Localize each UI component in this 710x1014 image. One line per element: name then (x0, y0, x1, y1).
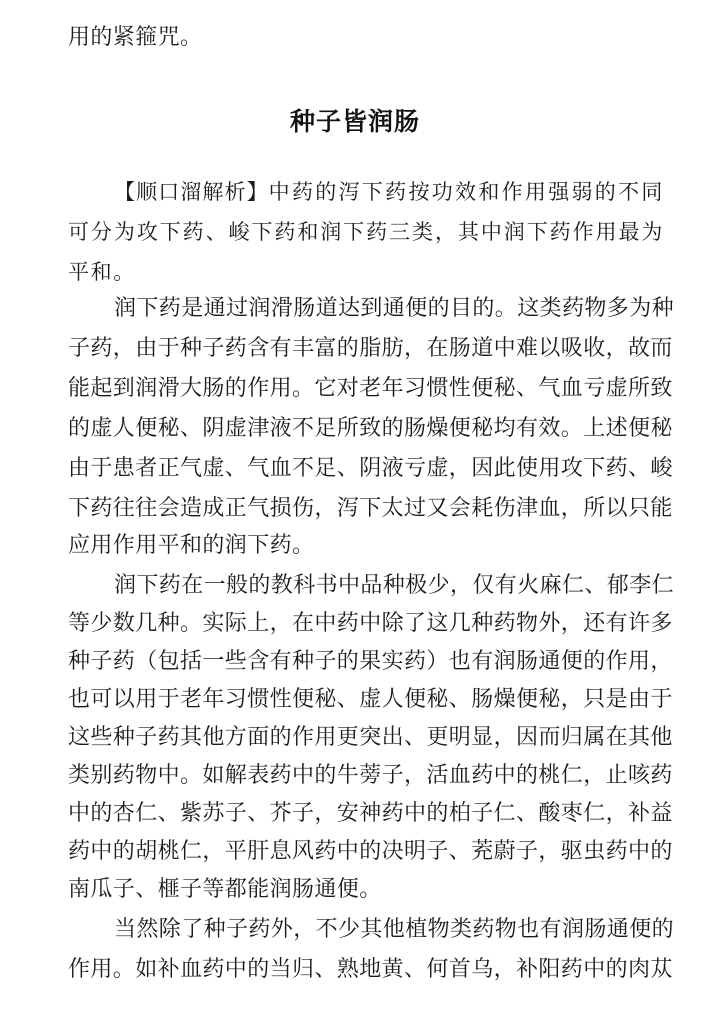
paragraph-line: 润下药是通过润滑肠道达到通便的目的。这类药物多为种 (114, 296, 675, 321)
paragraph-line: 由于患者正气虚、气血不足、阴液亏虚，因此使用攻下药、峻 (68, 456, 673, 481)
explanation-tag: 【顺口溜解析】 (114, 180, 269, 204)
paragraph-line: 类别药物中。如解表药中的牛蒡子，活血药中的桃仁，止咳药 (68, 763, 673, 788)
paragraph-line: 也可以用于老年习惯性便秘、虚人便秘、肠燥便秘，只是由于 (68, 687, 673, 712)
paragraph-line: 的虚人便秘、阴虚津液不足所致的肠燥便秘均有效。上述便秘 (68, 416, 673, 441)
intro-line (114, 172, 664, 212)
paragraph-line: 子药，由于种子药含有丰富的脂肪，在肠道中难以吸收，故而 (68, 336, 673, 361)
section-title: 种子皆润肠 (289, 107, 420, 136)
paragraph-line: 等少数几种。实际上，在中药中除了这几种药物外，还有许多 (68, 611, 673, 636)
paragraph-line: 润下药在一般的教科书中品种极少，仅有火麻仁、郁李仁 (114, 573, 675, 598)
paragraph-line: 种子药（包括一些含有种子的果实药）也有润肠通便的作用， (68, 649, 673, 674)
paragraph-line: 这些种子药其他方面的作用更突出、更明显，因而归属在其他 (68, 725, 673, 750)
paragraph-line: 能起到润滑大肠的作用。它对老年习惯性便秘、气血亏虚所致 (68, 376, 673, 401)
intro-line: 可分为攻下药、峻下药和润下药三类，其中润下药作用最为 (68, 220, 664, 244)
paragraph-line: 药中的胡桃仁，平肝息风药中的决明子、茺蔚子，驱虫药中的 (68, 839, 673, 864)
paragraph-line: 作用。如补血药中的当归、熟地黄、何首乌，补阳药中的肉苁 (68, 957, 673, 982)
intro-line-text: 中药的泻下药按功效和作用强弱的不同 (268, 180, 664, 204)
intro-line: 平和。 (68, 260, 136, 284)
paragraph-line: 南瓜子、榧子等都能润肠通便。 (68, 877, 382, 902)
previous-paragraph-tail: 用的紧箍咒。 (68, 25, 203, 50)
paragraph-line: 中的杏仁、紫苏子、芥子，安神药中的柏子仁、酸枣仁，补益 (68, 801, 673, 826)
paragraph-line: 应用作用平和的润下药。 (68, 533, 315, 558)
paragraph-line: 当然除了种子药外，不少其他植物类药物也有润肠通便的 (114, 917, 675, 942)
paragraph-line: 下药往往会造成正气损伤，泻下太过又会耗伤津血，所以只能 (68, 496, 673, 521)
